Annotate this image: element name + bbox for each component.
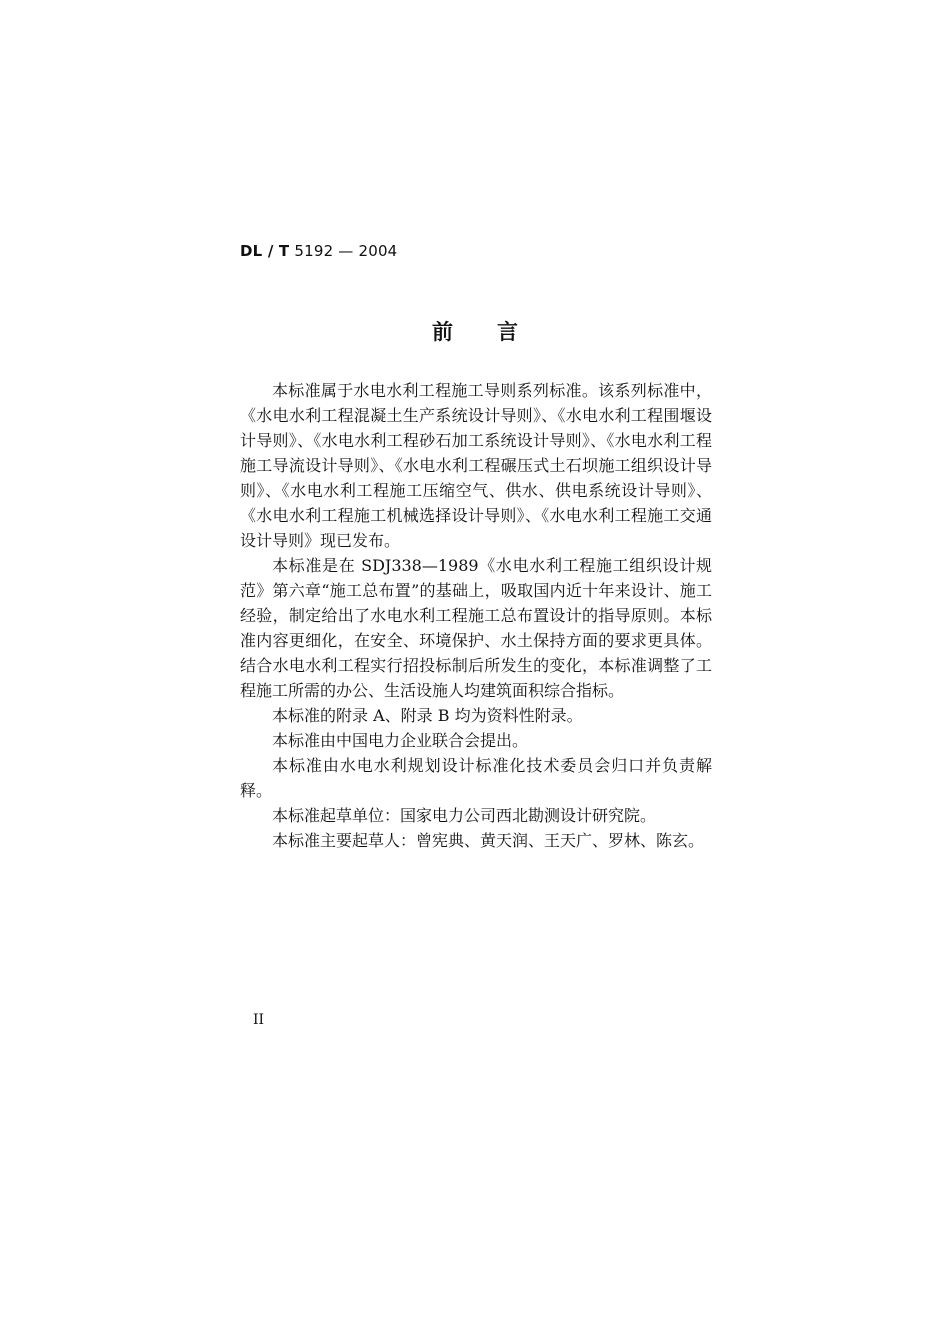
paragraph-basis: 本标准是在 SDJ338—1989《水电水利工程施工组织设计规范》第六章“施工总布置”的基础上，吸取国内近十年来设计、施工经验，制定给出了水电水利工程施工总布置设计的指导原则。本标准内容更细化，在安全、环境保护、水土保持方面的要求更具体。结合水电水利工程实行招投标制后所发生的变化，本标准调整了工程施工所需的办公、生活设施人均建筑面积综合指标。 <box>240 556 712 700</box>
standard-code <box>240 242 397 260</box>
paragraph-interpretation: 本标准由水电水利规划设计标准化技术委员会归口并负责解释。 <box>240 756 712 800</box>
foreword-body <box>240 378 712 853</box>
paragraph-drafters: 本标准主要起草人：曾宪典、黄天润、王天广、罗林、陈玄。 <box>272 831 705 850</box>
paragraph-series-intro: 本标准属于水电水利工程施工导则系列标准。该系列标准中，《水电水利工程混凝土生产系统设计导则》、《水电水利工程围堰设计导则》、《水电水利工程砂石加工系统设计导则》、《水电水利工程施工导流设计导则》、《水电水利工程碾压式土石坝施工组织设计导则》、《水电水利工程施工压缩空气、供水、供电系统设计导则》、《水电水利工程施工机械选择设计导则》、《水电水利工程施工交通设计导则》现已发布。 <box>240 381 712 550</box>
paragraph-proposer: 本标准由中国电力企业联合会提出。 <box>272 731 529 750</box>
page-title: 前言 <box>432 320 562 344</box>
paragraph-appendix: 本标准的附录 A、附录 B 均为资料性附录。 <box>272 706 583 725</box>
standard-code-prefix: DL / T <box>240 242 290 260</box>
paragraph-drafting-unit: 本标准起草单位：国家电力公司西北勘测设计研究院。 <box>272 806 657 825</box>
page-number: II <box>253 1012 265 1028</box>
standard-code-number: 5192 — 2004 <box>289 242 398 260</box>
